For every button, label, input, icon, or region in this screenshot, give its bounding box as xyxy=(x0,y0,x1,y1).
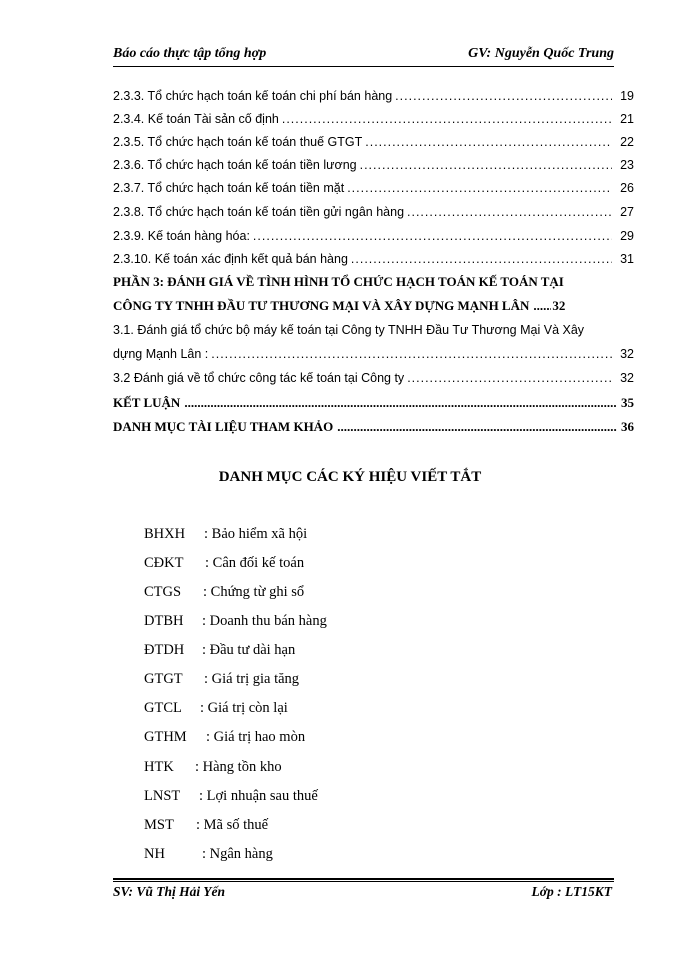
abbr-item xyxy=(144,759,282,776)
header-rule xyxy=(113,66,614,67)
abbr-title: DANH MỤC CÁC KÝ HIỆU VIẾT TẮT xyxy=(218,469,482,485)
toc-leader xyxy=(347,180,612,196)
toc-entry-label: 2.3.6. Tổ chức hạch toán kế toán tiền lương xyxy=(113,158,357,172)
toc-sec31-line2: dựng Mạnh Lân : xyxy=(113,347,209,361)
toc-conclusion-page: 35 xyxy=(621,395,634,410)
toc-entry-label: 2.3.10. Kế toán xác định kết quả bán hàng xyxy=(113,252,348,266)
toc-part3 xyxy=(113,297,634,315)
abbr-meaning: : Doanh thu bán hàng xyxy=(202,613,327,629)
toc-entry xyxy=(113,228,634,244)
abbr-meaning: : Chứng từ ghi sổ xyxy=(203,584,305,600)
abbr-item xyxy=(144,642,295,659)
toc-part3-line1: PHẦN 3: ĐÁNH GIÁ VỀ TÌNH HÌNH TỔ CHỨC HẠCH TOÁN KẾ TOÁN TẠI xyxy=(113,274,564,289)
toc-sec32-label: 3.2 Đánh giá về tổ chức công tác kế toán tại Công ty xyxy=(113,371,405,385)
toc-leader xyxy=(337,418,617,436)
abbr-code: GTGT xyxy=(144,671,183,687)
toc-sec31-page: 32 xyxy=(620,347,634,361)
footer-left: SV: Vũ Thị Hải Yến xyxy=(113,884,226,899)
abbr-code: HTK xyxy=(144,759,174,775)
toc-entry-page: 22 xyxy=(620,135,634,149)
toc-part3-page: 32 xyxy=(552,298,566,313)
toc-leader xyxy=(407,204,612,220)
toc-leader xyxy=(184,394,617,412)
abbr-code: GTCL xyxy=(144,700,182,716)
abbr-code: DTBH xyxy=(144,613,184,629)
toc-part3-line2: CÔNG TY TNHH ĐẦU TƯ THƯƠNG MẠI VÀ XÂY DỰNG MẠNH LÂN xyxy=(113,298,530,313)
abbr-item xyxy=(144,846,273,863)
abbr-meaning: : Mã số thuế xyxy=(196,817,269,833)
abbr-code: CTGS xyxy=(144,584,182,600)
toc-leader xyxy=(407,370,612,386)
abbr-code: MST xyxy=(144,817,174,833)
abbr-code: ĐTDH xyxy=(144,642,185,658)
abbr-meaning: : Đầu tư dài hạn xyxy=(202,642,296,658)
abbr-code: GTHM xyxy=(144,729,187,745)
toc-entry xyxy=(113,180,634,196)
toc-sec32 xyxy=(113,370,634,386)
toc-sec31 xyxy=(113,346,634,362)
abbr-item xyxy=(144,729,305,746)
toc-leader xyxy=(253,228,612,244)
footer-right: Lớp : LT15KT xyxy=(531,884,612,899)
abbr-code: NH xyxy=(144,846,165,862)
abbr-item xyxy=(144,671,299,688)
abbr-item xyxy=(144,555,304,572)
toc-entry-page: 21 xyxy=(620,112,634,126)
toc-leader xyxy=(365,134,612,150)
toc-entry-page: 23 xyxy=(620,158,634,172)
abbr-item xyxy=(144,788,318,805)
abbr-meaning: : Ngân hàng xyxy=(202,846,273,862)
abbr-item xyxy=(144,700,288,717)
toc-entry-label: 2.3.8. Tổ chức hạch toán kế toán tiền gửi ngân hàng xyxy=(113,205,405,219)
abbr-meaning: : Giá trị còn lại xyxy=(200,700,288,716)
toc-conclusion xyxy=(113,394,634,412)
toc-entry-page: 29 xyxy=(620,229,634,243)
toc-leader xyxy=(351,251,612,267)
toc-leader xyxy=(360,157,612,173)
abbr-meaning: : Giá trị hao mòn xyxy=(206,729,306,745)
abbr-item xyxy=(144,613,327,630)
abbr-meaning: : Lợi nhuận sau thuế xyxy=(199,788,318,804)
toc-entry-page: 26 xyxy=(620,181,634,195)
toc-entry-label: 2.3.7. Tổ chức hạch toán kế toán tiền mặt xyxy=(113,181,345,195)
toc-entry xyxy=(113,134,634,150)
abbr-meaning: : Cân đối kế toán xyxy=(205,555,305,571)
toc-entry xyxy=(113,251,634,267)
abbr-item xyxy=(144,584,304,601)
toc-references-label: DANH MỤC TÀI LIỆU THAM KHẢO xyxy=(113,419,334,434)
toc-leader xyxy=(211,346,612,362)
abbr-code: LNST xyxy=(144,788,181,804)
toc-sec32-page: 32 xyxy=(620,371,634,385)
abbr-code: BHXH xyxy=(144,526,186,542)
toc-entry-page: 27 xyxy=(620,205,634,219)
toc-conclusion-label: KẾT LUẬN xyxy=(113,395,181,410)
toc-references xyxy=(113,418,634,436)
footer-rule-thin xyxy=(113,881,614,882)
toc-entry xyxy=(113,111,634,127)
toc-entry-page: 19 xyxy=(620,89,634,103)
toc-entry-label: 2.3.3. Tổ chức hạch toán kế toán chi phí bán hàng xyxy=(113,89,393,103)
abbr-item xyxy=(144,526,307,543)
toc-sec31-line1: 3.1. Đánh giá tổ chức bộ máy kế toán tại Công ty TNHH Đầu Tư Thương Mại Và Xây xyxy=(113,323,585,337)
toc-references-page: 36 xyxy=(621,419,634,434)
header-left: Báo cáo thực tập tổng hợp xyxy=(113,46,267,61)
abbr-meaning: : Bảo hiểm xã hội xyxy=(204,526,308,542)
footer-rule xyxy=(113,878,614,880)
toc-leader xyxy=(533,297,551,315)
toc-entry xyxy=(113,157,634,173)
toc-entry xyxy=(113,204,634,220)
toc-entry-page: 31 xyxy=(620,252,634,266)
header-right: GV: Nguyễn Quốc Trung xyxy=(468,46,614,61)
abbr-meaning: : Giá trị gia tăng xyxy=(204,671,300,687)
abbr-meaning: : Hàng tồn kho xyxy=(195,759,282,775)
toc-entry xyxy=(113,88,634,104)
abbr-item xyxy=(144,817,268,834)
toc-leader xyxy=(395,88,612,104)
abbr-code: CĐKT xyxy=(144,555,184,571)
toc-entry-label: 2.3.5. Tổ chức hạch toán kế toán thuế GTGT xyxy=(113,135,363,149)
toc-leader xyxy=(282,111,612,127)
toc-entry-label: 2.3.9. Kế toán hàng hóa: xyxy=(113,229,250,243)
toc-entry-label: 2.3.4. Kế toán Tài sản cố định xyxy=(113,112,279,126)
